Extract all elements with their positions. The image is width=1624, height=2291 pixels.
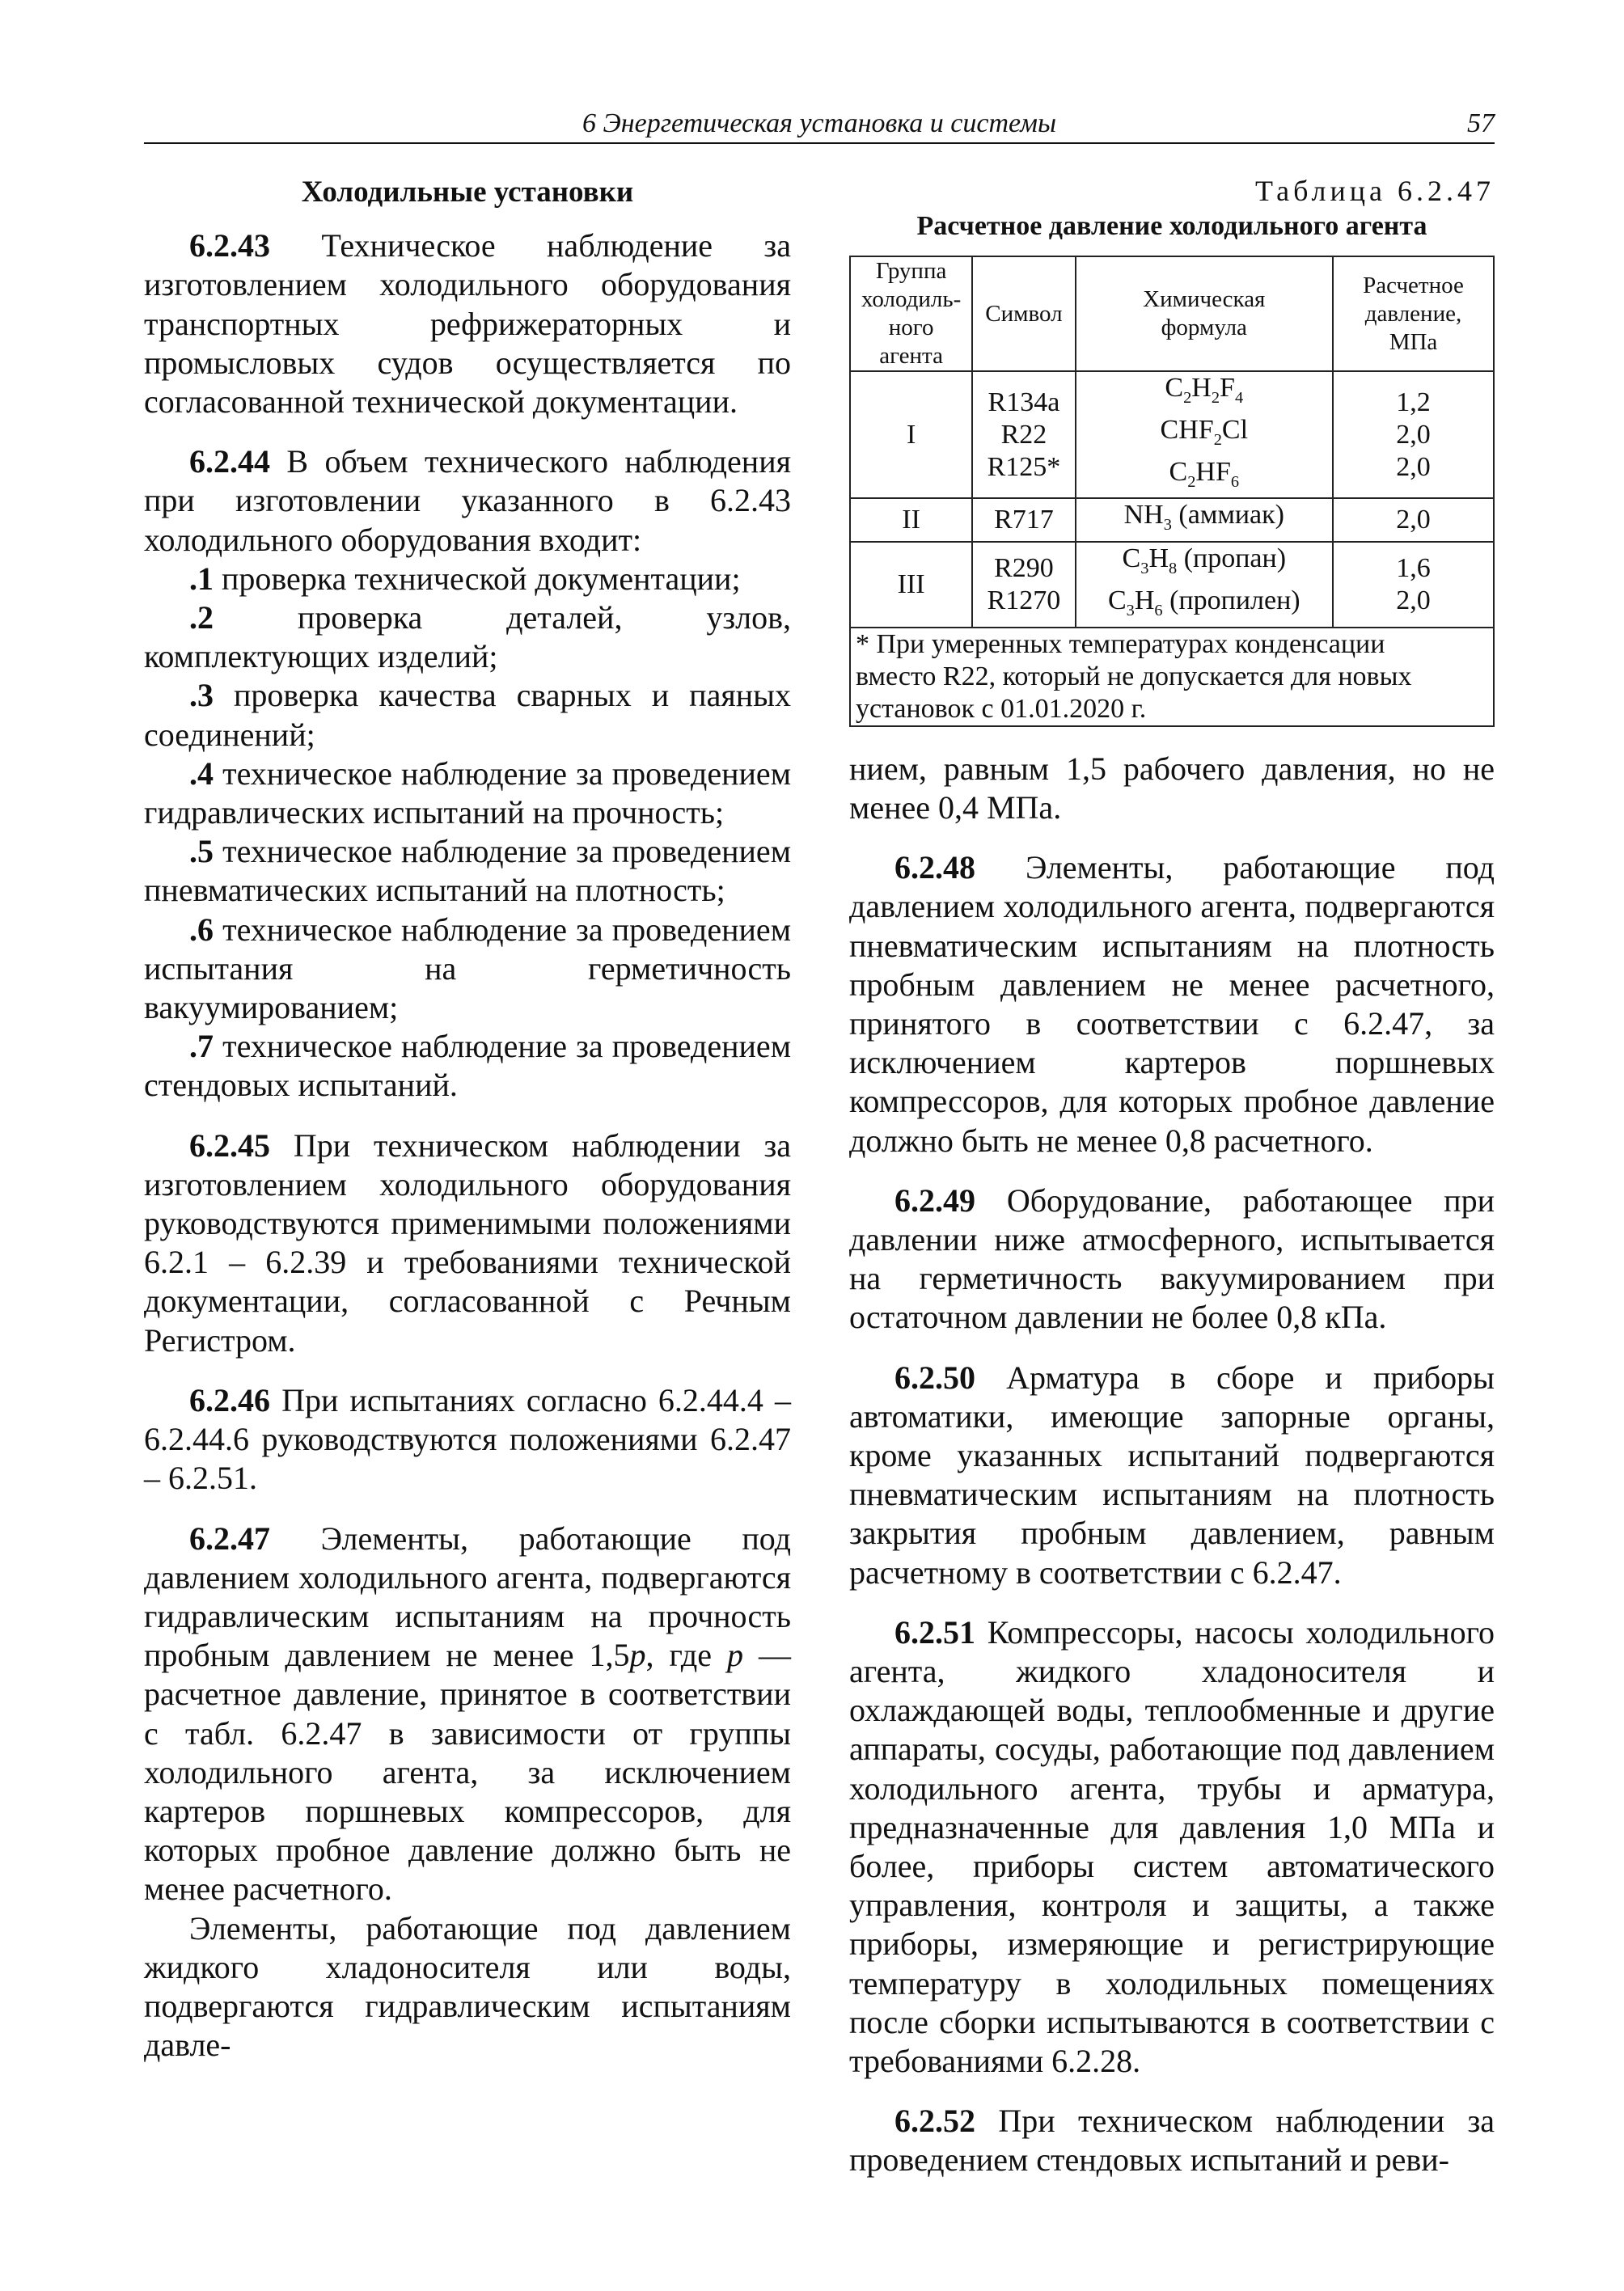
- table-caption: Таблица 6.2.47: [1255, 175, 1495, 207]
- list-item: .3 проверка качества сварных и паяных соединений;: [144, 677, 791, 753]
- paragraph-6-2-51: 6.2.51 Компрессоры, насосы холодильного агента, жидкого хладоносителя и охлаждающей воды, теплообменные и другие аппараты, сосуды, работающие под давлением холодильного агента, трубы и арматура, предназначенные для давления 1,0 МПа и более, приборы систем автоматического управления, контроля и защиты, а также приборы, измеряющие и регистрирующие температуру в холодильных помещениях после сборки испытываются в соответствии с требованиями 6.2.28.: [849, 1613, 1495, 2080]
- running-header: [144, 107, 1495, 144]
- table-row: [850, 498, 1494, 542]
- symbol-cell: R717: [972, 498, 1075, 542]
- paragraph-6-2-46: 6.2.46 При испытаниях согласно 6.2.44.4 – 6.2.44.6 руководствуются положениями 6.2.47 – 6.2.51.: [144, 1381, 791, 1497]
- header-title: 6 Энергетическая установка и системы: [582, 108, 1057, 138]
- paragraph-continuation: Элементы, работающие под давлением жидкого хладоносителя или воды, подвергаются гидравлическим испытаниям давле-: [144, 1909, 791, 2064]
- pressure-cell: 1,2 2,0 2,0: [1333, 371, 1494, 498]
- paragraph-6-2-45: 6.2.45 При техническом наблюдении за изготовлением холодильного оборудования руководствуются применимыми положениями 6.2.1 – 6.2.39 и требованиями технической документации, согласованной с Речным Регистром.: [144, 1126, 791, 1359]
- right-column: [849, 173, 1495, 2180]
- symbol-cell: R290 R1270: [972, 542, 1075, 628]
- left-column: [144, 173, 791, 2065]
- header-group: Группа холодиль- ного агента: [850, 256, 972, 371]
- pressure-cell: 1,6 2,0: [1333, 542, 1494, 628]
- list-item: .7 техническое наблюдение за проведением стендовых испытаний.: [144, 1028, 791, 1104]
- paragraph-6-2-52: 6.2.52 При техническом наблюдении за проведением стендовых испытаний и реви-: [849, 2103, 1495, 2179]
- pressure-table: [849, 256, 1495, 727]
- table-row: [850, 371, 1494, 498]
- page-number: 57: [1467, 108, 1495, 138]
- paragraph-6-2-47: 6.2.47 Элементы, работающие под давлением холодильного агента, подвергаются гидравлическим испытаниям на прочность пробным давлением не менее 1,5p, где p — расчетное давление, принятое в соответствии с табл. 6.2.47 в зависимости от группы холодильного агента, за исключением картеров поршневых компрессоров, для которых пробное давление должно быть не менее расчетного.: [144, 1520, 791, 1908]
- group-cell: III: [850, 542, 972, 628]
- list-item: .6 техническое наблюдение за проведением испытания на герметичность вакуумированием;: [144, 911, 791, 1026]
- table-row: [850, 542, 1494, 628]
- section-title: Холодильные установки: [301, 175, 634, 209]
- table-note: * При умеренных температурах конденсации вместо R22, который не допускается для новых установок с 01.01.2020 г.: [850, 628, 1494, 726]
- formula-cell: $C_3H_8$ (пропан) $C_3H_6$ (пропилен): [1076, 542, 1333, 628]
- list-item: .2 проверка деталей, узлов, комплектующих изделий;: [144, 599, 791, 675]
- group-cell: II: [850, 498, 972, 542]
- list-item: .5 техническое наблюдение за проведением пневматических испытаний на плотность;: [144, 833, 791, 909]
- table-title: Расчетное давление холодильного агента: [916, 211, 1427, 241]
- pressure-cell: 2,0: [1333, 498, 1494, 542]
- list-item: .1 проверка технической документации;: [189, 560, 741, 597]
- formula-cell: $C_2H_2F_4$ $CHF_2Cl$ $C_2HF_6$: [1076, 371, 1333, 498]
- paragraph-6-2-49: 6.2.49 Оборудование, работающее при давлении ниже атмосферного, испытывается на герметичность вакуумированием при остаточном давлении не более 0,8 кПа.: [849, 1181, 1495, 1336]
- symbol-cell: R134a R22 R125*: [972, 371, 1075, 498]
- header-pressure: Расчетное давление, МПа: [1333, 256, 1494, 371]
- header-symbol: Символ: [972, 256, 1075, 371]
- header-formula: Химическая формула: [1076, 256, 1333, 371]
- paragraph-6-2-50: 6.2.50 Арматура в сборе и приборы автоматики, имеющие запорные органы, кроме указанных испытаний подвергаются пневматическим испытаниям на плотность закрытия пробным давлением, равным расчетному в соответствии с 6.2.47.: [849, 1359, 1495, 1591]
- formula-cell: $NH_3$ (аммиак): [1076, 498, 1333, 542]
- paragraph-continuation: нием, равным 1,5 рабочего давления, но не менее 0,4 МПа.: [849, 750, 1495, 826]
- table-note-row: [850, 628, 1494, 726]
- list-item: .4 техническое наблюдение за проведением гидравлических испытаний на прочность;: [144, 755, 791, 831]
- paragraph-6-2-44: 6.2.44 В объем технического наблюдения при изготовлении указанного в 6.2.43 холодильного оборудования входит:: [144, 443, 791, 558]
- paragraph-6-2-43: 6.2.43 Техническое наблюдение за изготовлением холодильного оборудования транспортных рефрижераторных и промысловых судов осуществляется по согласованной технической документации.: [144, 227, 791, 421]
- paragraph-6-2-48: 6.2.48 Элементы, работающие под давлением холодильного агента, подвергаются пневматическим испытаниям на плотность пробным давлением не менее расчетного, принятого в соответствии с 6.2.47, за исключением картеров поршневых компрессоров, для которых пробное давление должно быть не менее 0,8 расчетного.: [849, 849, 1495, 1159]
- group-cell: I: [850, 371, 972, 498]
- table-header-row: [850, 256, 1494, 371]
